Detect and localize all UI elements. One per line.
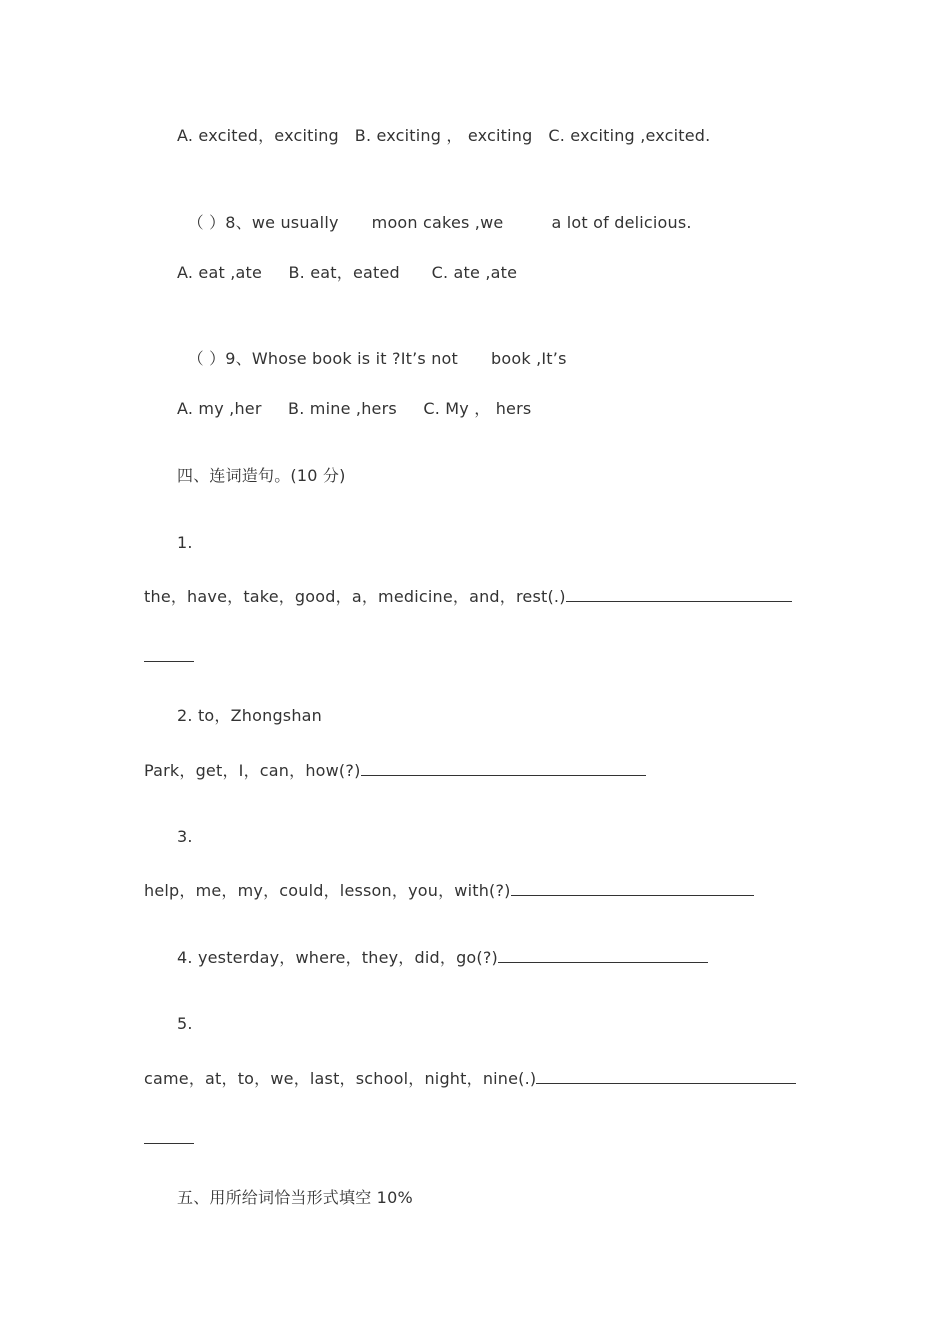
item-4 — [177, 947, 708, 968]
answer-blank[interactable] — [144, 1128, 194, 1144]
q7-options: A. excited，exciting B. exciting ， exciting C. exciting ,excited. — [177, 126, 711, 145]
q9-suffix: book ,It’s — [491, 349, 567, 368]
item-3-words — [144, 880, 754, 901]
item-5-text: came，at，to，we，last，school，night，nine(.) — [144, 1069, 537, 1088]
item-3-text: help，me，my，could，lesson，you，with(?) — [144, 881, 511, 900]
q8-middle: moon cakes ,we — [371, 213, 504, 232]
q9-prefix: （ ）9、Whose book is it ?It’s not — [187, 349, 459, 368]
question-9 — [177, 329, 567, 369]
item-2-number: 2. to，Zhongshan — [177, 706, 323, 725]
item-1-continuation — [144, 646, 194, 667]
answer-blank[interactable] — [144, 646, 194, 662]
q8-suffix: a lot of delicious. — [551, 213, 692, 232]
q8-options: A. eat ,ate B. eat，eated C. ate ,ate — [177, 263, 518, 282]
item-1-number: 1. — [177, 533, 193, 552]
item-5-number: 5. — [177, 1014, 193, 1033]
item-2-words — [144, 760, 646, 781]
answer-blank[interactable] — [566, 586, 792, 602]
answer-blank[interactable] — [361, 760, 646, 776]
section-4-title: 四、连词造句。(10 分) — [177, 466, 346, 485]
q9-options: A. my ,her B. mine ,hers C. My ， hers — [177, 399, 532, 418]
question-8 — [177, 193, 692, 233]
section-5-title: 五、用所给词恰当形式填空 10% — [177, 1188, 413, 1207]
answer-blank[interactable] — [498, 947, 708, 963]
item-4-text: 4. yesterday，where，they，did，go(?) — [177, 948, 498, 967]
item-3-number: 3. — [177, 827, 193, 846]
item-2-text: Park，get，I，can，how(?) — [144, 761, 361, 780]
item-5-continuation — [144, 1128, 194, 1149]
answer-blank[interactable] — [511, 880, 754, 896]
q8-prefix: （ ）8、we usually — [187, 213, 339, 232]
answer-blank[interactable] — [536, 1068, 796, 1084]
item-1-words — [144, 586, 792, 607]
item-1-text: the，have，take，good，a，medicine，and，rest(.) — [144, 587, 566, 606]
item-5-words — [144, 1068, 796, 1089]
